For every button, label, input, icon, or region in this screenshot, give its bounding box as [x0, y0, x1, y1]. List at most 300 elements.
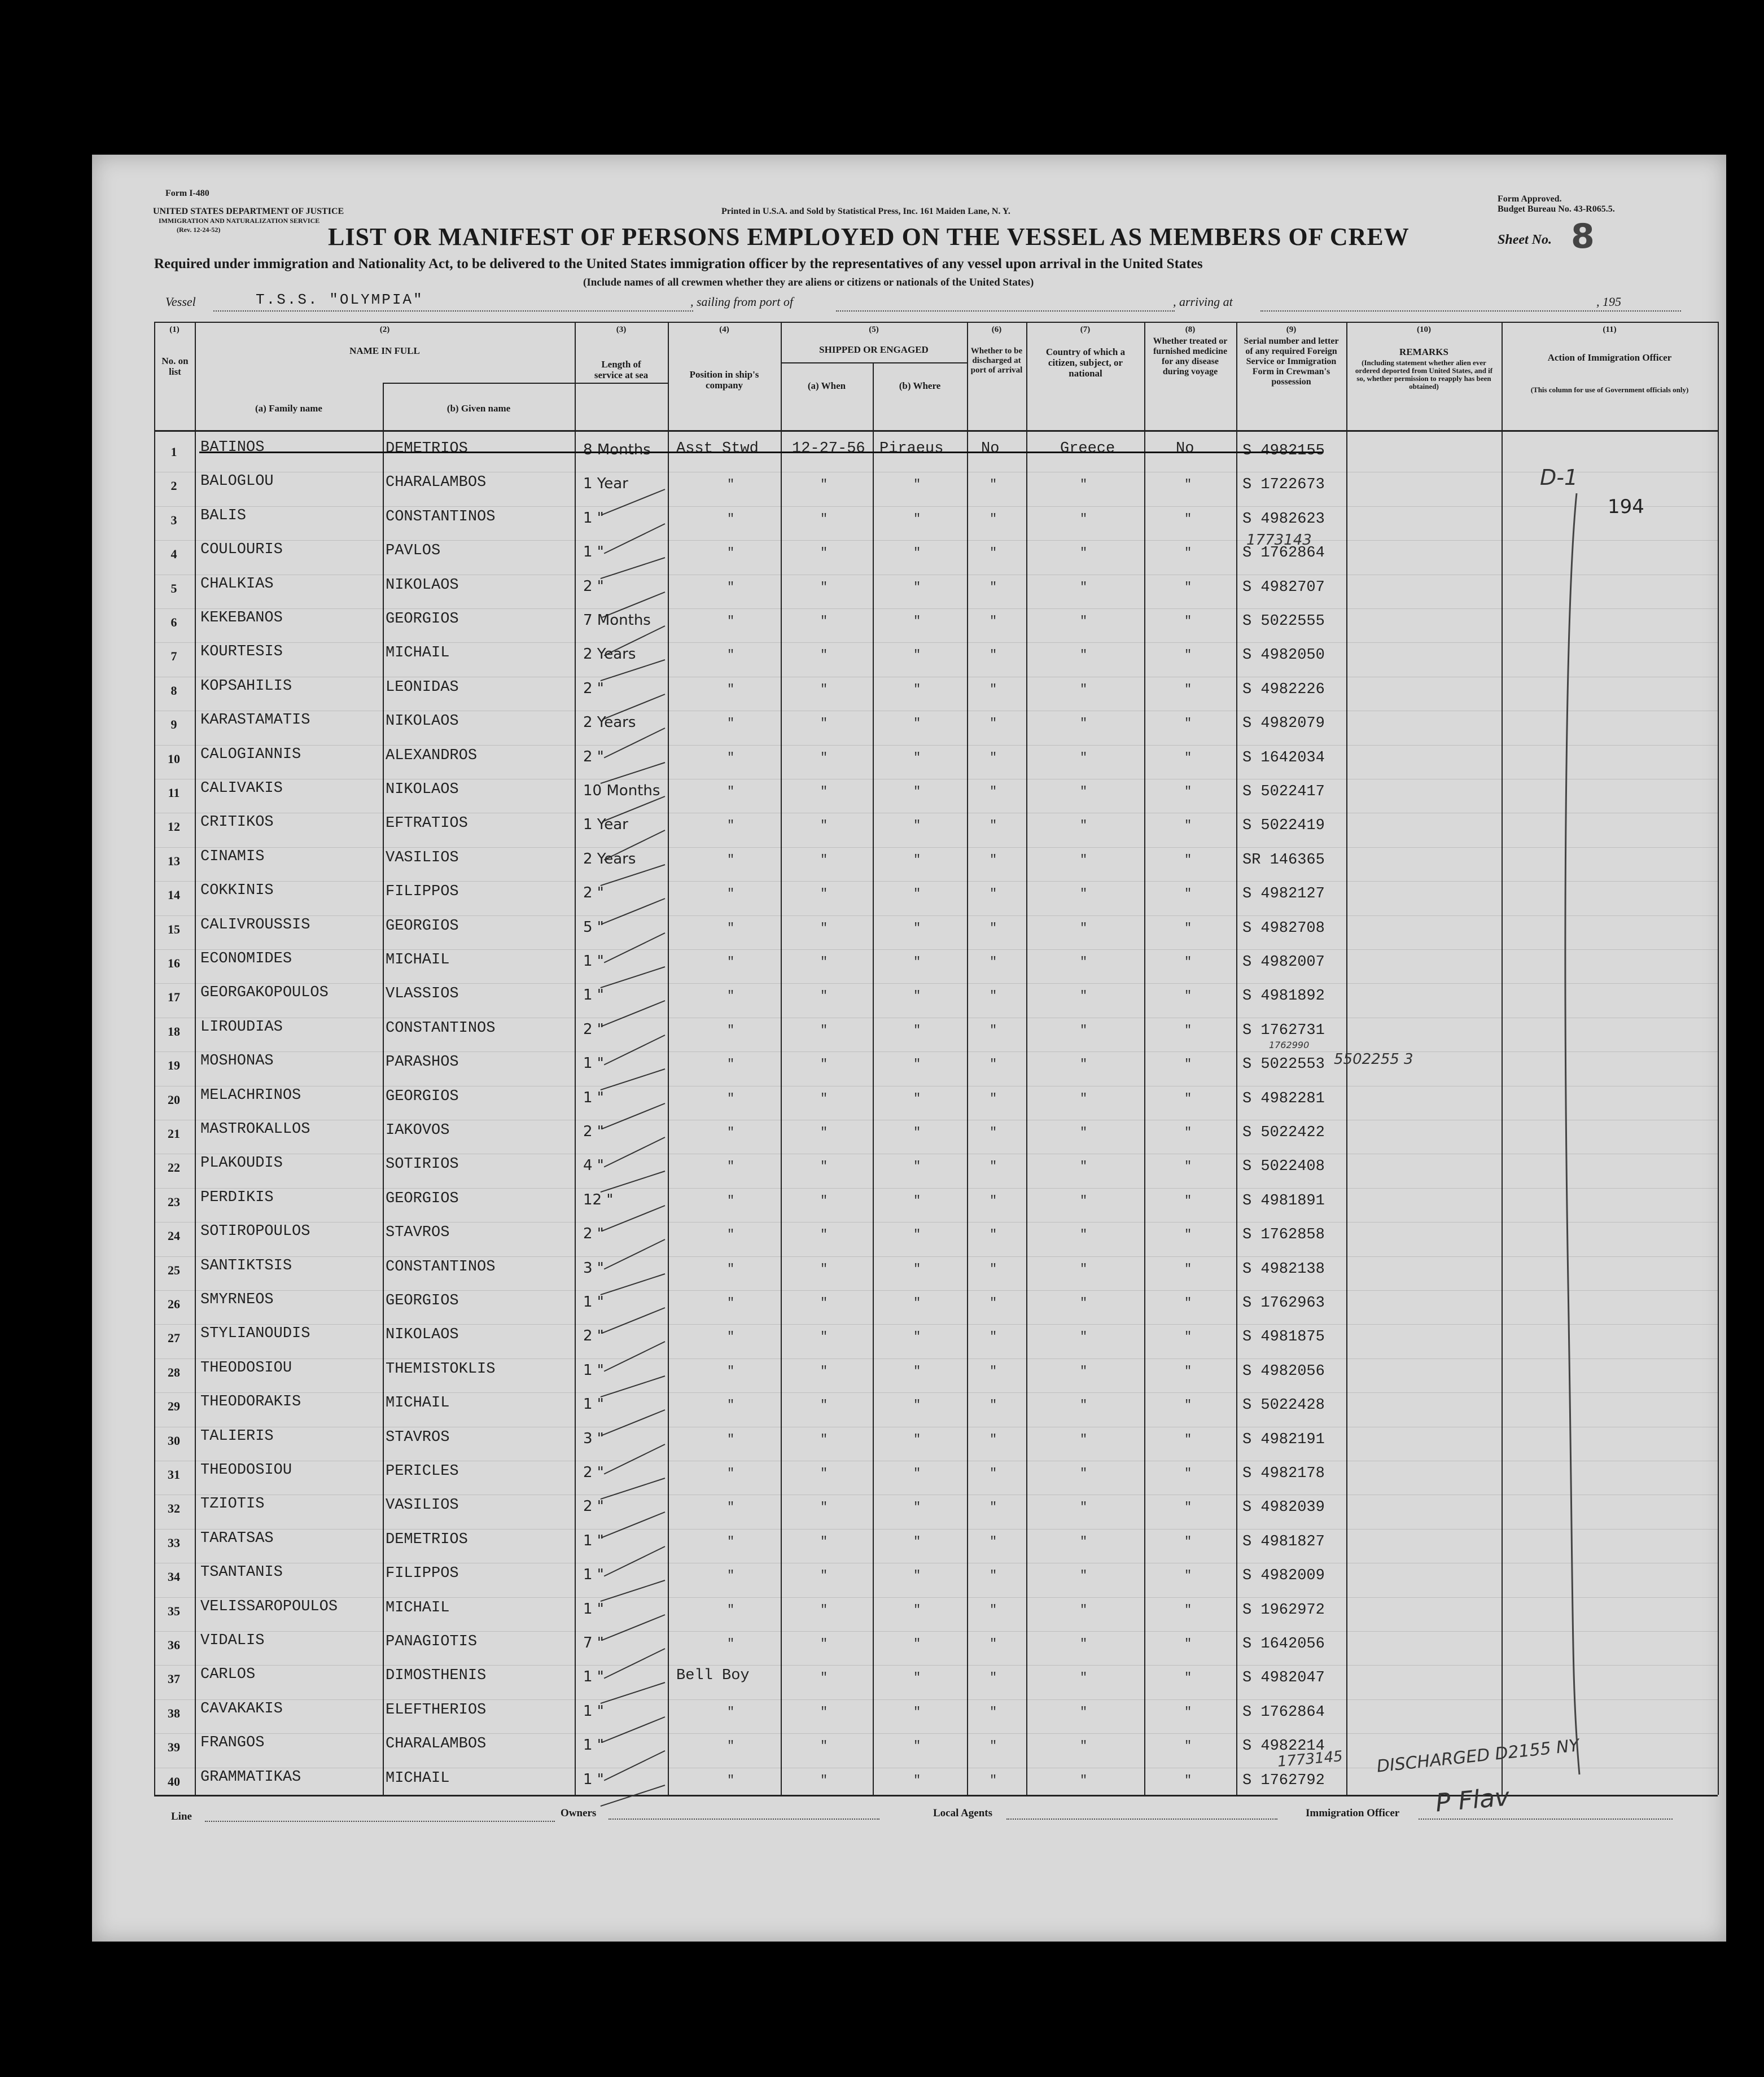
ditto-mark: ": [990, 1125, 997, 1140]
row-number: 5: [170, 581, 177, 595]
tally-mark: [604, 1750, 666, 1781]
ditto-mark: ": [1080, 1739, 1088, 1754]
given-name: VLASSIOS: [386, 985, 459, 1003]
ditto-mark: ": [820, 1500, 828, 1515]
ditto-mark: ": [1184, 1364, 1192, 1378]
sailing-label: , sailing from port of: [690, 295, 793, 309]
ditto-mark: ": [913, 1739, 921, 1754]
ditto-mark: ": [727, 682, 735, 696]
family-name: FRANGOS: [200, 1734, 265, 1752]
family-name: KOPSAHILIS: [200, 677, 292, 695]
ditto-mark: ": [820, 511, 828, 526]
given-name: MICHAIL: [386, 1599, 450, 1616]
ditto-mark: ": [1184, 1773, 1192, 1787]
ditto-mark: ": [820, 1364, 828, 1378]
ditto-mark: ": [1080, 1330, 1088, 1344]
family-name: KARASTAMATIS: [200, 712, 310, 729]
service-length: 1 ": [583, 1668, 604, 1686]
row-number: 1: [170, 445, 177, 459]
ditto-mark: ": [1184, 1500, 1192, 1515]
ditto-mark: ": [1184, 1125, 1192, 1140]
service-length: 1 ": [583, 953, 604, 970]
ditto-mark: ": [1184, 887, 1192, 901]
ditto-mark: ": [1184, 1091, 1192, 1106]
ditto-mark: ": [727, 511, 735, 526]
row-number: 12: [168, 820, 180, 834]
family-name: MELACHRINOS: [200, 1086, 301, 1104]
serial-number: S 4982178: [1242, 1465, 1325, 1482]
col3-header: Length of service at sea: [594, 359, 649, 380]
ditto-mark: ": [990, 1023, 997, 1037]
given-name: PERICLES: [386, 1463, 459, 1480]
col2-num: (2): [379, 325, 390, 334]
ditto-mark: ": [1080, 1091, 1088, 1106]
ditto-mark: ": [820, 1466, 828, 1480]
col11-header: Action of Immigration Officer: [1547, 352, 1672, 363]
serial-number: S 4982056: [1242, 1362, 1325, 1380]
given-name: VASILIOS: [386, 849, 459, 866]
ditto-mark: ": [820, 1637, 828, 1651]
ditto-mark: ": [1184, 1704, 1192, 1719]
service-length: 2 ": [583, 748, 604, 765]
row-number: 32: [168, 1501, 180, 1516]
given-name: CHARALAMBOS: [386, 1736, 487, 1753]
ditto-mark: ": [1080, 1023, 1088, 1037]
tally-mark: [602, 1103, 665, 1129]
ditto-mark: ": [727, 716, 735, 731]
ditto-mark: ": [990, 1637, 997, 1651]
ditto-mark: ": [727, 955, 735, 969]
row1-discharge: No: [981, 440, 1000, 457]
ditto-mark: ": [913, 921, 921, 935]
row-separator: [154, 847, 1718, 848]
row1-when: 12-27-56: [792, 440, 865, 457]
row-separator: [154, 1392, 1718, 1393]
given-name: STAVROS: [386, 1429, 450, 1446]
tally-mark: [601, 1478, 666, 1500]
ditto-mark: ": [913, 1364, 921, 1378]
ditto-mark: ": [727, 1773, 735, 1787]
given-name: GEORGIOS: [386, 611, 459, 628]
tally-mark: [604, 728, 666, 758]
given-name: CONSTANTINOS: [386, 508, 496, 525]
serial-number: S 4982050: [1242, 647, 1325, 664]
given-name: FILIPPOS: [386, 1565, 459, 1583]
service-length: 1 Year: [583, 475, 628, 493]
ditto-mark: ": [820, 1193, 828, 1208]
row-separator: [154, 1051, 1718, 1052]
ditto-mark: ": [990, 1296, 997, 1310]
given-name: CONSTANTINOS: [386, 1019, 496, 1037]
serial-number: S 4982191: [1242, 1431, 1325, 1448]
ditto-mark: ": [1184, 921, 1192, 935]
ditto-mark: ": [990, 1739, 997, 1754]
row-separator: [154, 983, 1718, 984]
family-name: CAVAKAKIS: [200, 1700, 283, 1717]
ditto-mark: ": [1080, 546, 1088, 560]
ditto-mark: ": [1080, 1261, 1088, 1276]
given-name: NIKOLAOS: [386, 713, 459, 730]
tally-mark: [602, 1614, 665, 1641]
footer-agents: Local Agents: [933, 1807, 993, 1819]
row1-medicine: No: [1176, 440, 1194, 457]
ditto-mark: ": [820, 682, 828, 696]
service: IMMIGRATION AND NATURALIZATION SERVICE: [159, 217, 320, 225]
service-length: 1 ": [583, 1361, 604, 1379]
ditto-mark: ": [820, 1023, 828, 1037]
ditto-mark: ": [913, 750, 921, 765]
service-length: 1 ": [583, 1089, 604, 1106]
ditto-mark: ": [913, 1466, 921, 1480]
row-separator: [154, 1529, 1718, 1530]
ditto-mark: ": [990, 1466, 997, 1480]
ditto-mark: ": [1184, 1466, 1192, 1480]
ditto-mark: ": [727, 887, 735, 901]
serial-number: S 1762864: [1242, 545, 1325, 562]
ditto-mark: ": [727, 546, 735, 560]
ditto-mark: ": [913, 477, 921, 492]
ditto-mark: ": [820, 1159, 828, 1174]
serial-number: S 5022428: [1242, 1397, 1325, 1414]
row-separator: [154, 506, 1718, 507]
serial-number: S 5022419: [1242, 817, 1325, 835]
family-name: GEORGAKOPOULOS: [200, 984, 329, 1002]
serial-number: S 4981827: [1242, 1533, 1325, 1550]
ditto-mark: ": [990, 785, 997, 799]
row-number: 31: [168, 1467, 180, 1482]
ditto-mark: ": [1184, 580, 1192, 594]
given-name: NIKOLAOS: [386, 781, 459, 798]
family-name: COKKINIS: [200, 882, 274, 900]
ditto-mark: ": [727, 1364, 735, 1378]
tally-mark: [604, 523, 666, 554]
row1-position: Asst Stwd: [676, 440, 759, 457]
ditto-mark: ": [727, 1466, 735, 1480]
revision: (Rev. 12-24-52): [177, 226, 221, 234]
officer-signature: P Flav: [1434, 1782, 1511, 1818]
serial-number: S 5022555: [1242, 613, 1325, 630]
ditto-mark: ": [1184, 511, 1192, 526]
serial-number: S 4981875: [1242, 1329, 1325, 1346]
ditto-mark: ": [1184, 477, 1192, 492]
serial-number: S 4982155: [1242, 442, 1325, 459]
ditto-mark: ": [820, 955, 828, 969]
tally-mark: [601, 1171, 666, 1193]
row-number: 6: [170, 615, 177, 629]
ditto-mark: ": [913, 682, 921, 696]
ditto-mark: ": [1080, 785, 1088, 799]
serial-number: S 1762858: [1242, 1226, 1325, 1244]
sheet-label: Sheet No.: [1498, 233, 1552, 247]
ditto-mark: ": [727, 785, 735, 799]
serial-number: S 1762731: [1242, 1022, 1325, 1039]
row1-strikethrough: [199, 452, 1323, 453]
col5a-header: (a) When: [807, 380, 846, 391]
serial-number: S 4982707: [1242, 579, 1325, 596]
family-name: CINAMIS: [200, 848, 265, 865]
ditto-mark: ": [913, 1500, 921, 1515]
family-name: PLAKOUDIS: [200, 1155, 283, 1172]
row-number: 4: [170, 547, 177, 562]
ditto-mark: ": [1184, 1739, 1192, 1754]
tally-mark: [604, 932, 666, 963]
ditto-mark: ": [820, 1057, 828, 1072]
ditto-mark: ": [1080, 1534, 1088, 1549]
ditto-mark: ": [1080, 1228, 1088, 1242]
ditto-mark: ": [820, 1228, 828, 1242]
ditto-mark: ": [1184, 614, 1192, 628]
ditto-mark: ": [1080, 818, 1088, 833]
row-separator: [154, 1665, 1718, 1666]
ditto-mark: ": [913, 1125, 921, 1140]
ditto-mark: ": [990, 1364, 997, 1378]
family-name: BATINOS: [200, 439, 265, 456]
margin-pencil-line: [1554, 493, 1599, 1780]
family-name: SOTIROPOULOS: [200, 1223, 310, 1241]
tally-mark: [601, 1068, 666, 1090]
family-name: BALIS: [200, 507, 247, 524]
family-name: MASTROKALLOS: [200, 1121, 310, 1138]
row-number: 10: [168, 751, 180, 766]
ditto-mark: ": [820, 750, 828, 765]
given-name: GEORGIOS: [386, 1190, 459, 1207]
ditto-mark: ": [1184, 1432, 1192, 1447]
ditto-mark: ": [990, 989, 997, 1004]
ditto-mark: ": [820, 1739, 828, 1754]
tally-mark: [604, 1137, 666, 1167]
col6-num: (6): [991, 325, 1002, 334]
ditto-mark: ": [1184, 1534, 1192, 1549]
family-name: MOSHONAS: [200, 1053, 274, 1070]
row-number: 27: [168, 1331, 180, 1346]
row-separator: [154, 1597, 1718, 1598]
service-length: 1 ": [583, 1702, 604, 1720]
ditto-mark: ": [913, 818, 921, 833]
service-length: 1 ": [583, 1737, 604, 1754]
ditto-mark: ": [1184, 852, 1192, 867]
ditto-mark: ": [1080, 921, 1088, 935]
service-length: 2 ": [583, 884, 604, 902]
row19-strike-note: 1762990: [1269, 1040, 1310, 1050]
tally-mark: [604, 1239, 666, 1269]
tally-mark: [601, 1580, 666, 1602]
ditto-mark: ": [727, 1704, 735, 1719]
arriving-label: , arriving at: [1173, 295, 1233, 309]
ditto-mark: ": [727, 1296, 735, 1310]
ditto-mark: ": [1080, 511, 1088, 526]
subtitle-note: (Include names of all crewmen whether they are aliens or citizens or nationals of the United States): [583, 277, 1034, 288]
family-name: CALOGIANNIS: [200, 746, 301, 763]
given-name: LEONIDAS: [386, 678, 459, 696]
ditto-mark: ": [1080, 1057, 1088, 1072]
given-name: STAVROS: [386, 1224, 450, 1242]
ditto-mark: ": [727, 1057, 735, 1072]
row-separator: [154, 881, 1718, 882]
given-name: MICHAIL: [386, 952, 450, 969]
ditto-mark: ": [727, 1159, 735, 1174]
tally-mark: [602, 1409, 665, 1436]
ditto-mark: ": [1184, 716, 1192, 731]
family-name: TZIOTIS: [200, 1496, 265, 1513]
ditto-mark: ": [820, 1602, 828, 1617]
ditto-mark: ": [1184, 1159, 1192, 1174]
row40-handwritten-serial: 1773145: [1276, 1748, 1343, 1771]
service-length: 1 ": [583, 987, 604, 1004]
row-number: 30: [168, 1433, 180, 1448]
ditto-mark: ": [820, 1261, 828, 1276]
ditto-mark: ": [1184, 1637, 1192, 1651]
serial-number: S 4982007: [1242, 954, 1325, 971]
col9-header: Serial number and letter of any required Foreign Service or Immigration Form in Crewman's possession: [1244, 336, 1339, 387]
ditto-mark: ": [1080, 1159, 1088, 1174]
ditto-mark: ": [990, 1330, 997, 1344]
tally-mark: [602, 1307, 665, 1334]
ditto-mark: ": [820, 1568, 828, 1583]
row-number: 11: [168, 786, 180, 800]
family-name: CRITIKOS: [200, 814, 274, 831]
ditto-mark: ": [990, 1568, 997, 1583]
ditto-mark: ": [990, 921, 997, 935]
serial-number: S 4981891: [1242, 1192, 1325, 1210]
row-number: 14: [168, 888, 180, 902]
row-separator: [154, 1631, 1718, 1632]
serial-number: S 5022417: [1242, 783, 1325, 800]
ditto-mark: ": [913, 546, 921, 560]
serial-number: SR 146365: [1242, 851, 1325, 869]
ditto-mark: ": [990, 580, 997, 594]
given-name: MICHAIL: [386, 645, 450, 662]
ditto-mark: ": [990, 1398, 997, 1413]
ditto-mark: ": [913, 989, 921, 1004]
ditto-mark: ": [727, 648, 735, 663]
col5-header: SHIPPED OR ENGAGED: [819, 344, 929, 355]
ditto-mark: ": [820, 648, 828, 663]
row-separator: [154, 540, 1718, 541]
ditto-mark: ": [913, 648, 921, 663]
service-length: 1 ": [583, 1771, 604, 1788]
row19-handwritten-serial: 5502255 3: [1334, 1051, 1413, 1068]
service-length: 1 Year: [583, 816, 628, 834]
row-separator: [154, 1699, 1718, 1700]
family-name: THEODOSIOU: [200, 1462, 292, 1479]
row-separator: [154, 608, 1718, 609]
ditto-mark: ": [820, 989, 828, 1004]
family-name: PERDIKIS: [200, 1189, 274, 1206]
service-length: 3 ": [583, 1430, 604, 1447]
row-number: 33: [168, 1535, 180, 1550]
vessel-label: Vessel: [165, 295, 196, 309]
ditto-mark: ": [990, 1193, 997, 1208]
row-separator: [154, 1324, 1718, 1325]
ditto-mark: ": [990, 1671, 997, 1685]
col8-header: Whether treated or furnished medicine for any disease during voyage: [1153, 336, 1228, 376]
given-name: GEORGIOS: [386, 1088, 459, 1105]
department: UNITED STATES DEPARTMENT OF JUSTICE: [153, 207, 344, 216]
tally-mark: [601, 966, 666, 988]
row1-where: Piraeus: [879, 440, 944, 457]
ditto-mark: ": [913, 716, 921, 731]
ditto-mark: ": [820, 1330, 828, 1344]
row-number: 9: [170, 717, 177, 732]
tally-mark: [601, 1375, 666, 1397]
service-length: 2 Years: [583, 714, 636, 731]
ditto-mark: ": [990, 1500, 997, 1515]
ditto-mark: ": [820, 818, 828, 833]
printer-note: Printed in U.S.A. and Sold by Statistical Press, Inc. 161 Maiden Lane, N. Y.: [721, 207, 1010, 216]
ditto-mark: ": [913, 511, 921, 526]
ditto-mark: ": [913, 1193, 921, 1208]
ditto-mark: ": [820, 1704, 828, 1719]
ditto-mark: ": [913, 1398, 921, 1413]
given-name: MICHAIL: [386, 1769, 450, 1787]
tally-mark: [602, 898, 665, 924]
service-length: 2 ": [583, 1327, 604, 1345]
ditto-mark: ": [1080, 1398, 1088, 1413]
given-name: NIKOLAOS: [386, 1326, 459, 1344]
col5-num: (5): [869, 325, 879, 334]
col7-num: (7): [1080, 325, 1091, 334]
ditto-mark: ": [727, 1261, 735, 1276]
ditto-mark: ": [990, 818, 997, 833]
col10-num: (10): [1417, 325, 1431, 334]
ditto-mark: ": [1080, 1466, 1088, 1480]
margin-mark: D-1: [1540, 465, 1578, 490]
ditto-mark: ": [913, 887, 921, 901]
row-number: 2: [170, 479, 177, 493]
family-name: TSANTANIS: [200, 1564, 283, 1581]
ditto-mark: ": [990, 648, 997, 663]
serial-number: S 4982039: [1242, 1499, 1325, 1517]
ditto-mark: ": [727, 1125, 735, 1140]
family-name: CALIVAKIS: [200, 780, 283, 797]
given-name: GEORGIOS: [386, 1292, 459, 1309]
ditto-mark: ": [990, 1534, 997, 1549]
serial-number: S 1642056: [1242, 1636, 1325, 1653]
family-name: KOURTESIS: [200, 643, 283, 661]
family-name: GRAMMATIKAS: [200, 1768, 301, 1786]
ditto-mark: ": [990, 477, 997, 492]
row-number: 23: [168, 1194, 180, 1209]
service-length: 1 ": [583, 544, 604, 561]
service-length: 4 ": [583, 1157, 604, 1175]
serial-number: S 4982009: [1242, 1567, 1325, 1585]
given-name: SOTIRIOS: [386, 1156, 459, 1173]
tally-mark: [604, 1341, 666, 1371]
family-name: CARLOS: [200, 1666, 256, 1684]
ditto-mark: ": [727, 818, 735, 833]
service-length: 5 ": [583, 918, 604, 936]
family-name: SANTIKTSIS: [200, 1257, 292, 1274]
service-length: 2 ": [583, 1020, 604, 1038]
ditto-mark: ": [1184, 682, 1192, 696]
ditto-mark: ": [913, 1432, 921, 1447]
col11-note: (This column for use of Government officials only): [1530, 385, 1689, 394]
ditto-mark: ": [1184, 785, 1192, 799]
ditto-mark: ": [820, 580, 828, 594]
service-length: 1 ": [583, 1396, 604, 1413]
form-number: Form I-480: [165, 189, 209, 198]
ditto-mark: ": [820, 1773, 828, 1787]
service-length: 2 ": [583, 1123, 604, 1140]
year-label: , 195: [1596, 295, 1621, 309]
ditto-mark: ": [990, 682, 997, 696]
ditto-mark: ": [913, 1671, 921, 1685]
ditto-mark: ": [1080, 989, 1088, 1004]
ditto-mark: ": [820, 1125, 828, 1140]
tally-mark: [601, 1273, 666, 1295]
row40-remark: DISCHARGED D2155 NY: [1376, 1736, 1581, 1777]
ditto-mark: ": [1080, 580, 1088, 594]
